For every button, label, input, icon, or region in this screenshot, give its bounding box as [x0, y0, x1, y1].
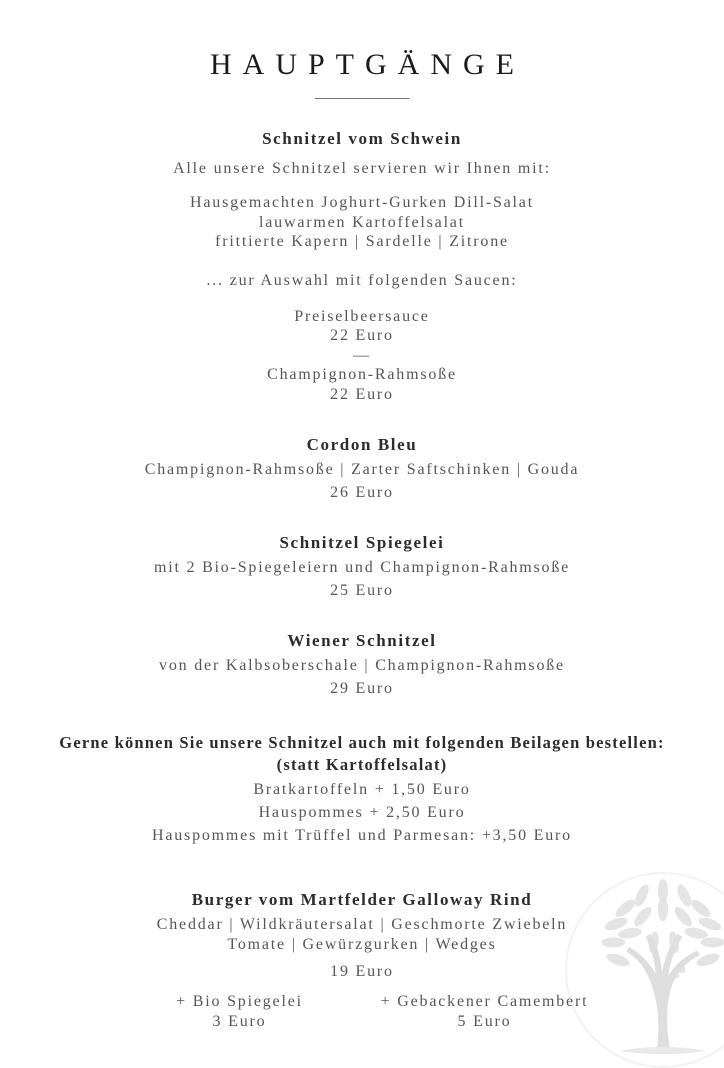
burger-extras: [0, 992, 724, 1031]
sauce-name: Champignon-Rahmsoße: [267, 366, 457, 383]
sauce-options: [0, 307, 724, 405]
extra-name: + Bio Spiegelei: [176, 993, 303, 1010]
serve-note: Alle unsere Schnitzel servieren wir Ihnen mit:: [173, 160, 551, 177]
extra-name: + Gebackener Camembert: [380, 993, 589, 1010]
dish-burger: [0, 890, 724, 1031]
dish-description-line: Cheddar | Wildkräutersalat | Geschmorte Zwiebeln: [156, 916, 568, 933]
dish-name: Wiener Schnitzel: [287, 631, 437, 650]
burger-extra: [117, 992, 362, 1031]
extra-price: 5 Euro: [457, 1012, 512, 1030]
included-side-line: Hausgemachten Joghurt-Gurken Dill-Salat: [190, 194, 534, 211]
beilagen-option: Hauspommes mit Trüffel und Parmesan: +3,50 Euro: [152, 827, 572, 844]
included-side-line: lauwarmen Kartoffelsalat: [259, 213, 465, 231]
beilagen-note: [0, 732, 724, 847]
dish-description: Champignon-Rahmsoße | Zarter Saftschinken | Gouda: [144, 461, 580, 478]
dish-price: 25 Euro: [330, 582, 394, 599]
dish-price: 26 Euro: [330, 484, 394, 501]
sauce-separator: —: [353, 346, 371, 364]
sauce-name: Preiselbeersauce: [294, 307, 430, 325]
sauce-price: 22 Euro: [330, 327, 394, 344]
dish-wiener-schnitzel: [0, 631, 724, 698]
dish-name: Cordon Bleu: [306, 435, 418, 454]
page-title: HAUPTGÄNGE: [210, 48, 525, 81]
included-sides: [0, 193, 724, 252]
dish-description: von der Kalbsoberschale | Champignon-Rahmsoße: [159, 657, 565, 674]
burger-extra: [362, 992, 607, 1031]
dish-schnitzel-spiegelei: [0, 533, 724, 600]
beilagen-options: [0, 778, 724, 847]
title-divider: [315, 98, 409, 99]
dish-description: [0, 915, 724, 954]
dish-price: 29 Euro: [330, 680, 394, 697]
dish-description: mit 2 Bio-Spiegeleiern und Champignon-Rahmsoße: [153, 559, 571, 576]
dish-price: 19 Euro: [330, 963, 394, 980]
sauce-intro: ... zur Auswahl mit folgenden Saucen:: [206, 271, 518, 289]
beilagen-option: Hauspommes + 2,50 Euro: [258, 804, 466, 821]
beilagen-note-line1: Gerne können Sie unsere Schnitzel auch mit folgenden Beilagen bestellen:: [59, 733, 665, 752]
dish-description-line: Tomate | Gewürzgurken | Wedges: [227, 935, 497, 953]
sauce-price: 22 Euro: [330, 385, 394, 403]
included-side-line: frittierte Kapern | Sardelle | Zitrone: [215, 233, 509, 250]
extra-price: 3 Euro: [212, 1012, 267, 1030]
beilagen-note-line2: (statt Kartoffelsalat): [276, 755, 448, 774]
dish-cordon-bleu: [0, 435, 724, 502]
beilagen-option: Bratkartoffeln + 1,50 Euro: [253, 781, 471, 798]
dish-name: Burger vom Martfelder Galloway Rind: [191, 890, 533, 909]
section-heading-schnitzel: Schnitzel vom Schwein: [262, 129, 462, 148]
dish-name: Schnitzel Spiegelei: [279, 533, 445, 552]
